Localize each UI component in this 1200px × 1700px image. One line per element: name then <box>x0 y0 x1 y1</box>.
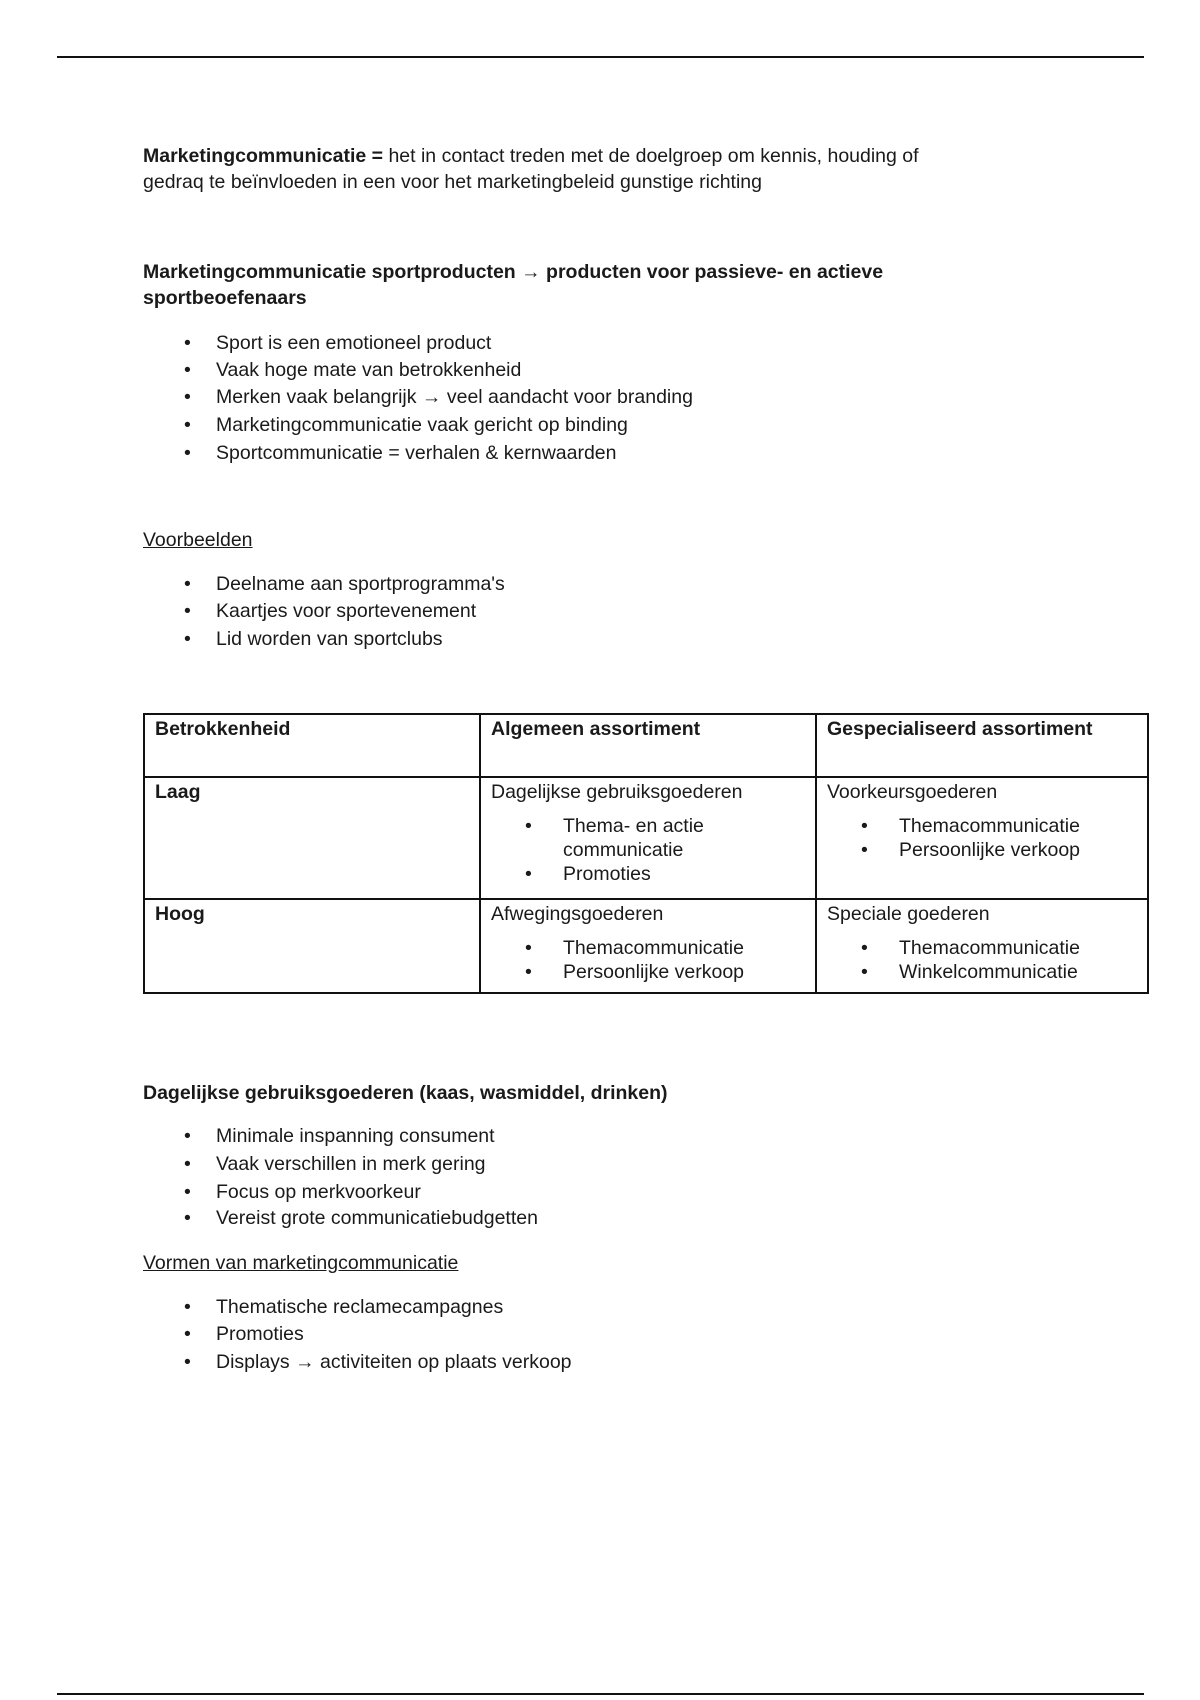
list-item: • Winkelcommunicatie <box>827 960 1137 984</box>
definition-text: het in contact treden met de doelgroep om kennis, houding of <box>388 145 919 167</box>
table-header-row <box>144 714 1148 777</box>
list-item: • Persoonlijke verkoop <box>491 960 805 984</box>
footer-rule <box>57 1693 1144 1695</box>
definition-term: Marketingcommunicatie = <box>143 145 384 167</box>
bullet: • <box>184 1153 191 1175</box>
bullet: • <box>184 332 191 354</box>
table-row <box>144 777 1148 899</box>
list-item <box>184 440 617 466</box>
header-rule <box>57 56 1144 58</box>
cell-title: Voorkeursgoederen <box>827 781 998 803</box>
list-item-text: Deelname aan sportprogramma's <box>216 573 505 595</box>
bullet: • <box>184 1296 191 1318</box>
list-item <box>184 598 476 624</box>
list-item-text: Promoties <box>216 1323 304 1345</box>
list-item <box>184 1321 304 1347</box>
bullet: • <box>184 359 191 381</box>
bullet: • <box>184 600 191 622</box>
table-cell <box>816 777 1148 899</box>
list-item: • Promoties <box>491 862 805 886</box>
list-item-text: Merken vaak belangrijk → veel aandacht voor branding <box>216 386 693 408</box>
table-cell <box>816 899 1148 993</box>
list-item-text: Sport is een emotioneel product <box>216 332 492 354</box>
bullet: • <box>184 628 191 650</box>
list-item-text: Thematische reclamecampagnes <box>216 1296 504 1318</box>
bullet: • <box>184 414 191 436</box>
definition-line-1 <box>143 143 919 169</box>
list-item-text: Minimale inspanning consument <box>216 1125 495 1147</box>
list-item <box>184 412 628 438</box>
daily-goods-heading: Dagelijkse gebruiksgoederen (kaas, wasmiddel, drinken) <box>143 1082 668 1104</box>
bullet: • <box>184 386 191 408</box>
list-item: • Thema- en actie communicatie <box>491 814 713 862</box>
bullet: • <box>184 573 191 595</box>
list-item-text: Displays → activiteiten op plaats verkoop <box>216 1351 572 1373</box>
table-header: Betrokkenheid <box>144 714 480 777</box>
sport-heading: Marketingcommunicatie sportproducten → producten voor passieve- en actieve <box>143 261 884 283</box>
list-item <box>184 1294 503 1320</box>
list-item <box>184 1123 495 1149</box>
cell-title: Speciale goederen <box>827 903 990 925</box>
list-item-text: Vaak hoge mate van betrokkenheid <box>216 359 522 381</box>
table-header: Algemeen assortiment <box>480 714 816 777</box>
list-item-text: Vereist grote communicatiebudgetten <box>216 1207 538 1229</box>
list-item: • Themacommunicatie <box>827 936 1137 960</box>
list-item-text: Lid worden van sportclubs <box>216 628 443 650</box>
list-item-text: Vaak verschillen in merk gering <box>216 1153 486 1175</box>
bullet: • <box>184 1323 191 1345</box>
table-cell <box>480 777 816 899</box>
bullet: • <box>184 1351 191 1373</box>
table-cell <box>480 899 816 993</box>
list-item <box>184 1179 421 1205</box>
sport-heading-cont: sportbeoefenaars <box>143 287 307 309</box>
cell-title: Dagelijkse gebruiksgoederen <box>491 781 743 803</box>
list-item-text: Marketingcommunicatie vaak gericht op binding <box>216 414 628 436</box>
list-item <box>184 384 693 410</box>
list-item: • Themacommunicatie <box>827 814 1137 838</box>
list-item: • Persoonlijke verkoop <box>827 838 1137 862</box>
list-item-text: Kaartjes voor sportevenement <box>216 600 477 622</box>
row-label: Hoog <box>144 899 480 993</box>
list-item <box>184 1205 538 1231</box>
row-label: Laag <box>144 777 480 899</box>
list-item <box>184 626 443 652</box>
definition-line-2: gedraq te beïnvloeden in een voor het marketingbeleid gunstige richting <box>143 171 763 193</box>
list-item-text: Focus op merkvoorkeur <box>216 1181 421 1203</box>
forms-heading: Vormen van marketingcommunicatie <box>143 1252 459 1274</box>
bullet: • <box>184 442 191 464</box>
list-item-text: Sportcommunicatie = verhalen & kernwaarden <box>216 442 617 464</box>
bullet: • <box>184 1125 191 1147</box>
list-item <box>184 1349 572 1375</box>
cell-title: Afwegingsgoederen <box>491 903 664 925</box>
list-item <box>184 1151 486 1177</box>
table-row <box>144 899 1148 993</box>
list-item: • Themacommunicatie <box>491 936 805 960</box>
list-item <box>184 571 505 597</box>
bullet: • <box>184 1181 191 1203</box>
bullet: • <box>184 1207 191 1229</box>
assortment-table <box>143 713 1149 994</box>
list-item <box>184 357 521 383</box>
table-header: Gespecialiseerd assortiment <box>816 714 1148 777</box>
list-item <box>184 330 491 356</box>
examples-heading: Voorbeelden <box>143 529 253 551</box>
